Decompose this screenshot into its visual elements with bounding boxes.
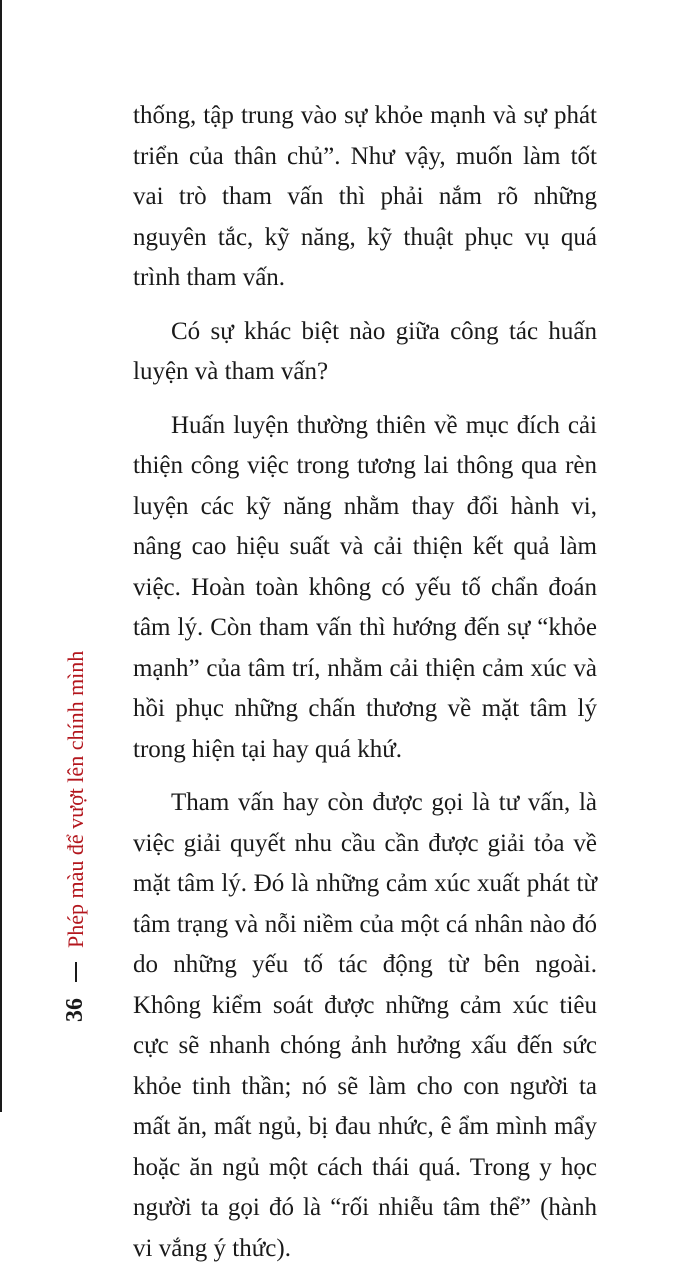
book-title: Phép màu để vượt lên chính mình <box>62 650 88 948</box>
paragraph-coaching: Huấn luyện thường thiên về mục đích cải thiện công việc trong tương lai thông qua rèn luyện các kỹ năng nhằm thay đổi hành vi, nâng cao hiệu suất và cải thiện kết quả làm việc. Hoàn toàn không có yếu tố chẩn đoán tâm lý. Còn tham vấn thì hướng đến sự “khỏe mạnh” của tâm trí, nhằm cải thiện cảm xúc và hồi phục những chấn thương về mặt tâm lý trong hiện tại hay quá khứ. <box>133 411 597 763</box>
page-edge-line <box>0 0 2 1112</box>
paragraph-counseling: Tham vấn hay còn được gọi là tư vấn, là việc giải quyết nhu cầu cần được giải tỏa về mặt tâm lý. Đó là những cảm xúc xuất phát từ tâm trạng và nỗi niềm của một cá nhân nào đó do những yếu tố tác động từ bên ngoài. Không kiểm soát được những cảm xúc tiêu cực sẽ nhanh chóng ảnh hưởng xấu đến sức khỏe tinh thần; nó sẽ làm cho con người ta mất ăn, mất ngủ, bị đau nhức, ê ẩm mình mẩy hoặc ăn ngủ một cách thái quá. Trong y học người ta gọi đó là “rối nhiễu tâm thể” (hành vi vắng ý thức). <box>133 789 597 1262</box>
paragraph-continued: thống, tập trung vào sự khỏe mạnh và sự phát triển của thân chủ”. Như vậy, muốn làm tốt vai trò tham vấn thì phải nắm rõ những nguyên tắc, kỹ năng, kỹ thuật phục vụ quá trình tham vấn. <box>133 102 597 291</box>
paragraph-question: Có sự khác biệt nào giữa công tác huấn luyện và tham vấn? <box>133 317 597 385</box>
running-head <box>62 651 89 1022</box>
body-text <box>133 96 597 1282</box>
separator <box>75 962 77 982</box>
page-number: 36 <box>62 998 88 1022</box>
